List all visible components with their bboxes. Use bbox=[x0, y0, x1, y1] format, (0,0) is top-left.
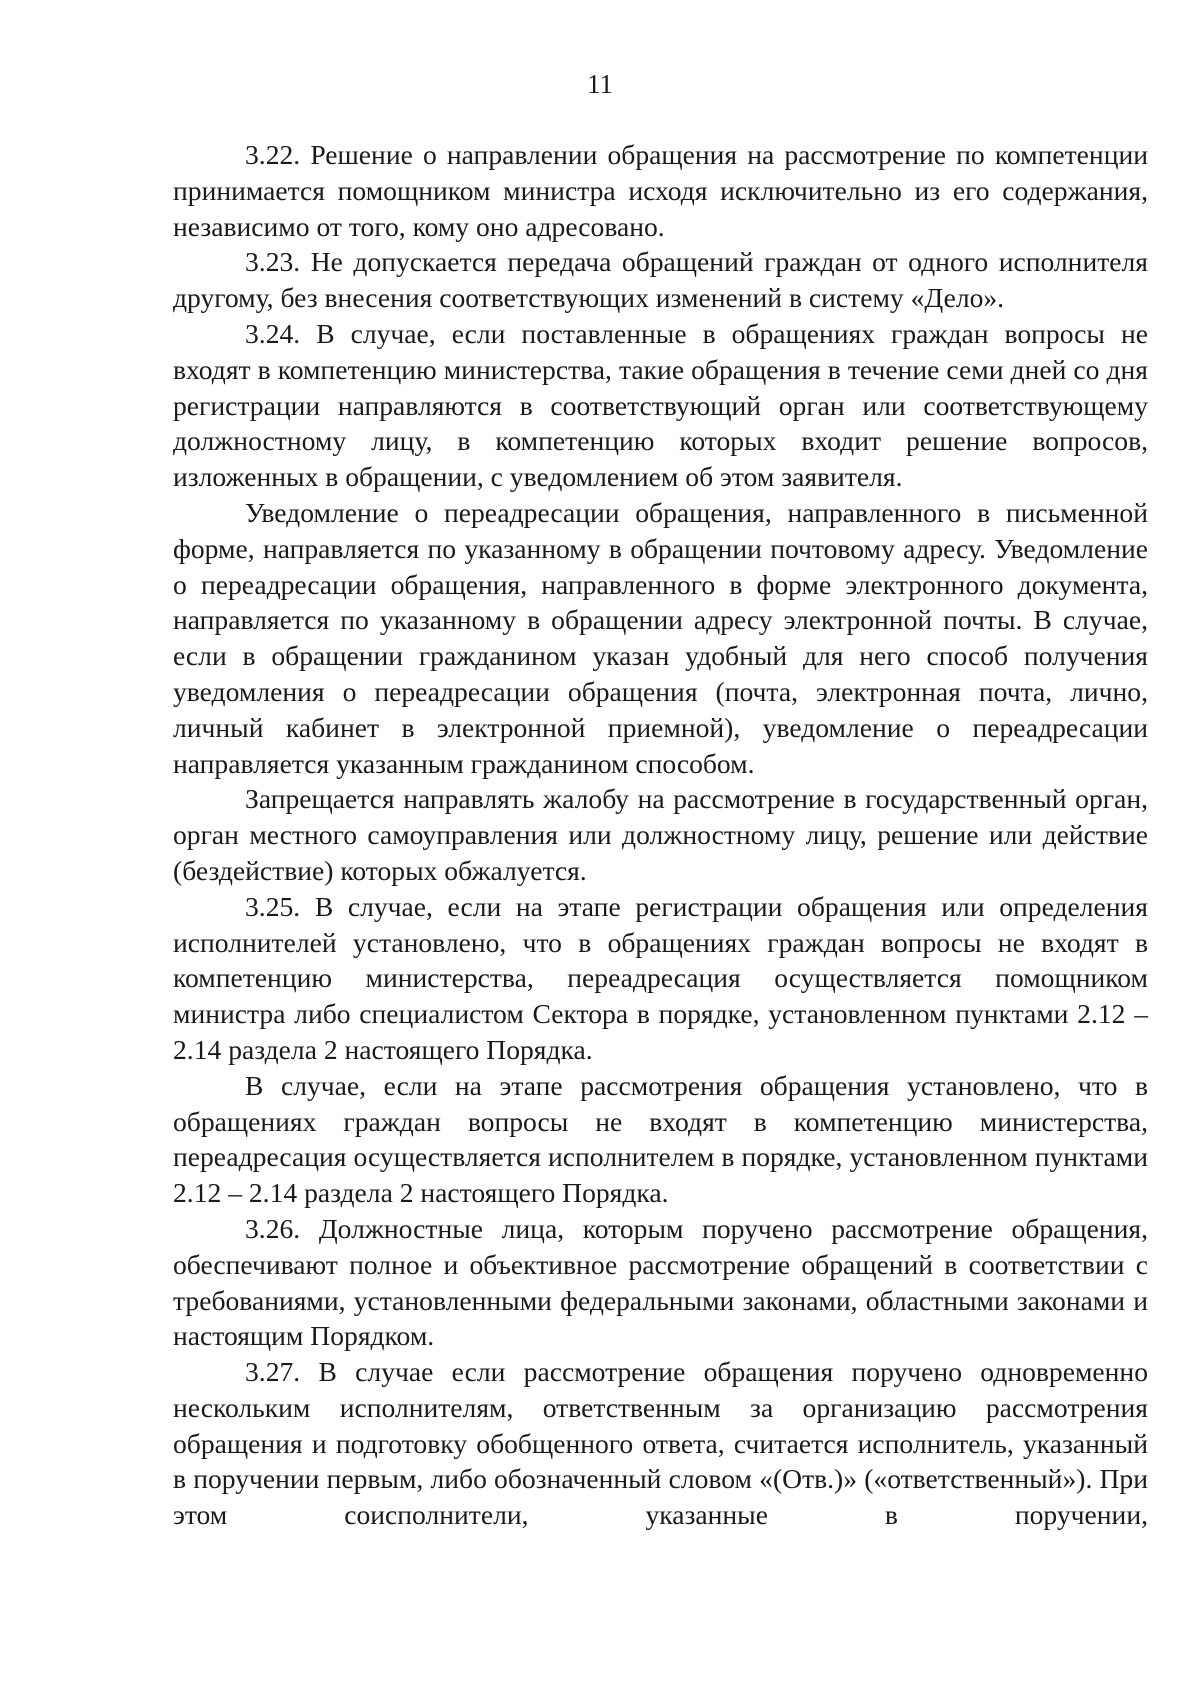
paragraph-3-24: 3.24. В случае, если поставленные в обращениях граждан вопросы не входят в компетенцию министерства, такие обращения в течение семи дней со дня регистрации направляются в соответствующий орган или соответствующему должностному лицу, в компетенцию которых входит решение вопросов, изложенных в обращении, с уведомлением об этом заявителя. bbox=[173, 317, 1148, 493]
document-body bbox=[173, 137, 1148, 1533]
paragraph-3-27: 3.27. В случае если рассмотрение обращения поручено одновременно нескольким исполнителям, ответственным за организацию рассмотрения обращения и подготовку обобщенного ответа, считается исполнитель, указанный в поручении первым, либо обозначенный словом «(Отв.)» («ответственный»). При этом соисполнители, указанные в поручении, bbox=[173, 1356, 1148, 1531]
paragraph-review-stage-readdress: В случае, если на этапе рассмотрения обращения установлено, что в обращениях граждан вопросы не входят в компетенцию министерства, переадресация осуществляется исполнителем в порядке, установленном пунктами 2.12 – 2.14 раздела 2 настоящего Порядка. bbox=[173, 1069, 1148, 1209]
paragraph-readdress-notice: Уведомление о переадресации обращения, направленного в письменной форме, направляется по указанному в обращении почтовому адресу. Уведомление о переадресации обращения, направленного в форме электронного документа, направляется по указанному в обращении адресу электронной почты. В случае, если в обращении гражданином указан удобный для него способ получения уведомления о переадресации обращения (почта, электронная почта, лично, личный кабинет в электронной приемной), уведомление о переадресации направляется указанным гражданином способом. bbox=[173, 496, 1148, 779]
paragraph-complaint-prohibition: Запрещается направлять жалобу на рассмотрение в государственный орган, орган местного самоуправления или должностному лицу, решение или действие (бездействие) которых обжалуется. bbox=[173, 783, 1148, 886]
page-number: 11 bbox=[587, 69, 613, 99]
paragraph-3-25: 3.25. В случае, если на этапе регистрации обращения или определения исполнителей установлено, что в обращениях граждан вопросы не входят в компетенцию министерства, переадресация осуществляется помощником министра либо специалистом Сектора в порядке, установленном пунктами 2.12 – 2.14 раздела 2 настоящего Порядка. bbox=[173, 890, 1148, 1065]
paragraph-3-26: 3.26. Должностные лица, которым поручено рассмотрение обращения, обеспечивают полное и объективное рассмотрение обращений в соответствии с требованиями, установленными федеральными законами, областными законами и настоящим Порядком. bbox=[173, 1212, 1148, 1352]
paragraph-3-22: 3.22. Решение о направлении обращения на рассмотрение по компетенции принимается помощником министра исходя исключительно из его содержания, независимо от того, кому оно адресовано. bbox=[173, 139, 1148, 242]
paragraph-3-23: 3.23. Не допускается передача обращений граждан от одного исполнителя другому, без внесения соответствующих изменений в систему «Дело». bbox=[173, 246, 1148, 314]
